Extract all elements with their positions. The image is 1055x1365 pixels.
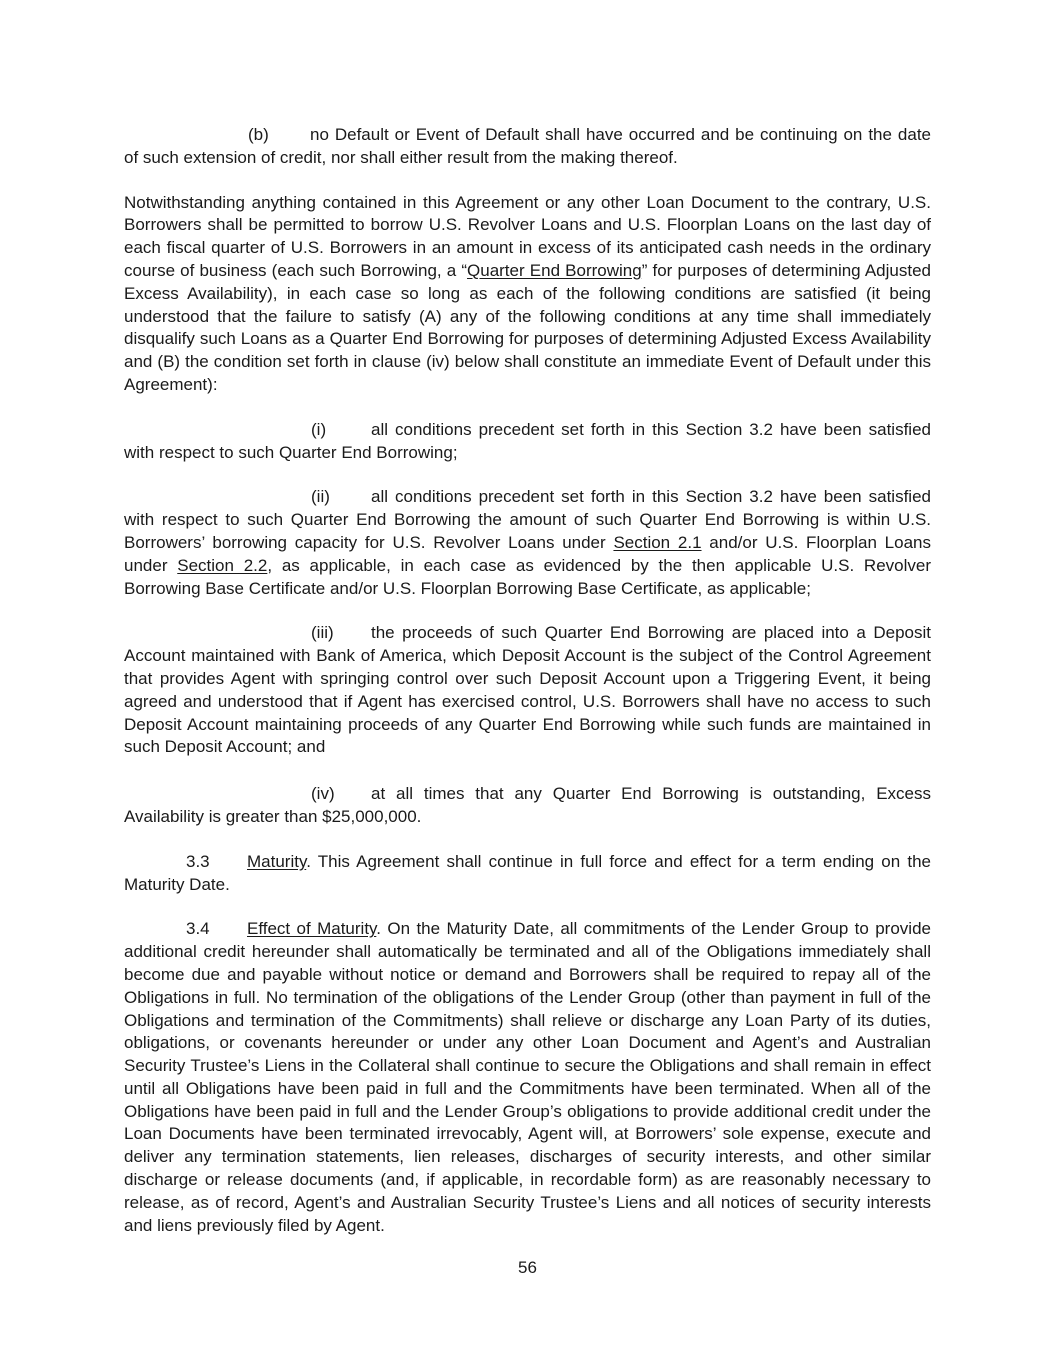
section-3-4-heading: Effect of Maturity [247, 919, 377, 939]
clause-b-paragraph [124, 124, 931, 170]
condition-iv-paragraph [124, 783, 931, 829]
section-3-3-heading: Maturity [247, 851, 307, 871]
condition-iv-label: (iv) [311, 784, 335, 804]
condition-ii-paragraph [124, 486, 931, 600]
notwithstanding-text-after: ” for purposes of determining Adjusted Excess Availability), in each case so long as each of the following conditions are satisfied (it being understood that the failure to satisfy (A) any of the following conditions at any time shall immediately disqualify such Loans as a Quarter End Borrowing for purposes of determining Adjusted Excess Availability and (B) the condition set forth in clause (iv) below shall constitute an immediate Event of Default under this Agreement): [124, 260, 931, 394]
condition-i-text: all conditions precedent set forth in this Section 3.2 have been satisfied with respect to such Quarter End Borrowing; [124, 419, 931, 462]
section-3-4-text: . On the Maturity Date, all commitments of the Lender Group to provide additional credit hereunder shall automatically be terminated and all of the Obligations immediately shall become due and payable without notice or demand and Borrowers shall be required to repay all of the Obligations in full. No termination of the obligations of the Lender Group (other than payment in full of the Obligations and termination of the Commitments) shall relieve or discharge any Loan Party of its duties, obligations, or covenants hereunder or under any other Loan Document and Agent’s and Australian Security Trustee’s Liens in the Collateral shall continue to secure the Obligations and shall remain in effect until all Obligations have been paid in full and the Commitments have been terminated. When all of the Obligations have been paid in full and the Lender Group’s obligations to provide additional credit under the Loan Documents have been terminated irrevocably, Agent will, at Borrowers’ sole expense, execute and deliver any termination statements, lien releases, discharges of security interests, and other similar discharge or release documents (and, if applicable, in recordable form) as are reasonably necessary to release, as of record, Agent’s and Australian Security Trustee’s Liens and all notices of security interests and liens previously filed by Agent. [124, 919, 931, 1235]
section-3-3-paragraph [124, 851, 931, 897]
condition-iv-text: at all times that any Quarter End Borrowing is outstanding, Excess Availability is greater than $25,000,000. [124, 784, 931, 826]
condition-iii-paragraph [124, 622, 931, 759]
condition-i-label: (i) [311, 419, 327, 439]
condition-iii-label: (iii) [311, 623, 334, 643]
section-2-1-reference[interactable]: Section 2.1 [613, 532, 702, 552]
section-3-4-number: 3.4 [186, 919, 210, 939]
section-3-4-paragraph [124, 918, 931, 1237]
condition-ii-label: (ii) [311, 487, 330, 507]
notwithstanding-paragraph [124, 192, 931, 397]
condition-iii-text: the proceeds of such Quarter End Borrowing are placed into a Deposit Account maintained with Bank of America, which Deposit Account is the subject of the Control Agreement that provides Agent with springing control over such Deposit Account upon a Triggering Event, it being agreed and understood that if Agent has exercised control, U.S. Borrowers shall have no access to such Deposit Account maintaining proceeds of any Quarter End Borrowing while such funds are maintained in such Deposit Account; and [124, 623, 931, 757]
section-3-3-number: 3.3 [186, 851, 210, 871]
notwithstanding-text-before: Notwithstanding anything contained in this Agreement or any other Loan Document to the contrary, U.S. Borrowers shall be permitted to borrow U.S. Revolver Loans and U.S. Floorplan Loans on the last day of each fiscal quarter of U.S. Borrowers in an amount in excess of its anticipated cash needs in the ordinary course of business (each such Borrowing, a “ [124, 192, 931, 280]
condition-ii-text-3: , as applicable, in each case as evidenced by the then applicable U.S. Revolver Borrowing Base Certificate and/or U.S. Floorplan Borrowing Base Certificate, as applicable; [124, 555, 931, 598]
clause-b-label: (b) [248, 125, 269, 144]
condition-ii-text-1: all conditions precedent set forth in this Section 3.2 have been satisfied with respect to such Quarter End Borrowing the amount of such Quarter End Borrowing is within U.S. Borrowers’ borrowing capacity for U.S. Revolver Loans under [124, 487, 931, 552]
clause-b-text: no Default or Event of Default shall have occurred and be continuing on the date of such extension of credit, nor shall either result from the making thereof. [124, 125, 931, 167]
document-page [124, 124, 931, 1237]
section-3-3-text: . This Agreement shall continue in full force and effect for a term ending on the Maturity Date. [124, 851, 931, 894]
condition-i-paragraph [124, 419, 931, 465]
defined-term-quarter-end-borrowing: Quarter End Borrowing [467, 260, 642, 280]
page-number: 56 [518, 1258, 537, 1277]
condition-ii-text-2: and/or U.S. Floorplan Loans under [124, 532, 931, 575]
section-2-2-reference[interactable]: Section 2.2 [177, 555, 268, 575]
